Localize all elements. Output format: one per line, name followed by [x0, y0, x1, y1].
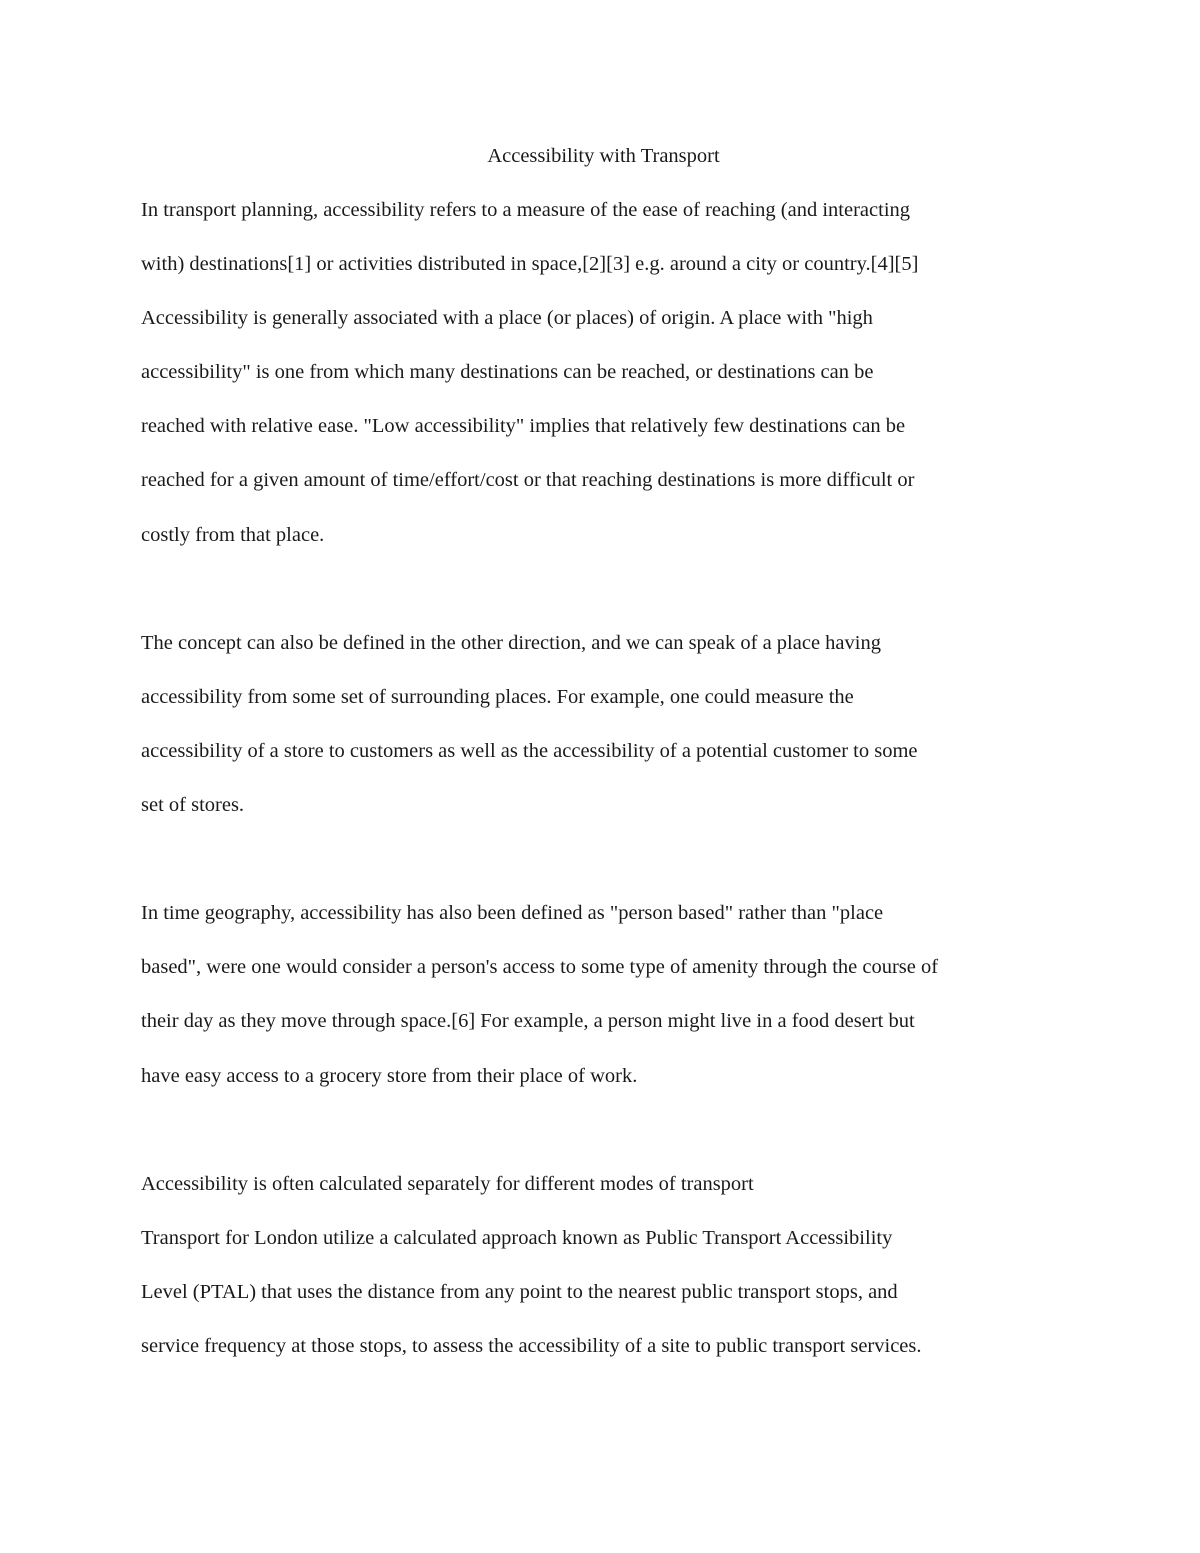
- paragraph-line: accessibility of a store to customers as well as the accessibility of a potential customer to some: [141, 740, 918, 762]
- paragraph-line: Accessibility is often calculated separately for different modes of transport: [141, 1173, 754, 1195]
- paragraph-line: Accessibility is generally associated with a place (or places) of origin. A place with "high: [141, 307, 873, 329]
- paragraph-line: Level (PTAL) that uses the distance from any point to the nearest public transport stops, and: [141, 1281, 898, 1303]
- paragraph-line: Transport for London utilize a calculated approach known as Public Transport Accessibility: [141, 1227, 893, 1249]
- paragraph-line: The concept can also be defined in the other direction, and we can speak of a place having: [141, 632, 881, 654]
- paragraph-line: set of stores.: [141, 794, 245, 816]
- paragraph-line: reached for a given amount of time/effort/cost or that reaching destinations is more difficult or: [141, 469, 915, 491]
- paragraph-line: their day as they move through space.[6] For example, a person might live in a food desert but: [141, 1010, 915, 1032]
- document-title: Accessibility with Transport: [487, 145, 720, 167]
- paragraph-line: have easy access to a grocery store from their place of work.: [141, 1065, 638, 1087]
- paragraph-line: service frequency at those stops, to assess the accessibility of a site to public transport services.: [141, 1335, 922, 1357]
- paragraph-line: accessibility" is one from which many destinations can be reached, or destinations can be: [141, 361, 874, 383]
- paragraph-line: with) destinations[1] or activities distributed in space,[2][3] e.g. around a city or country.[4][5]: [141, 253, 919, 275]
- paragraph-line: In time geography, accessibility has also been defined as "person based" rather than "place: [141, 902, 884, 924]
- paragraph-line: based", were one would consider a person's access to some type of amenity through the course of: [141, 956, 939, 978]
- paragraph-line: reached with relative ease. "Low accessibility" implies that relatively few destinations can be: [141, 415, 906, 437]
- paragraph-line: In transport planning, accessibility refers to a measure of the ease of reaching (and interacting: [141, 199, 911, 221]
- paragraph-line: accessibility from some set of surrounding places. For example, one could measure the: [141, 686, 854, 708]
- paragraph-line: costly from that place.: [141, 524, 325, 546]
